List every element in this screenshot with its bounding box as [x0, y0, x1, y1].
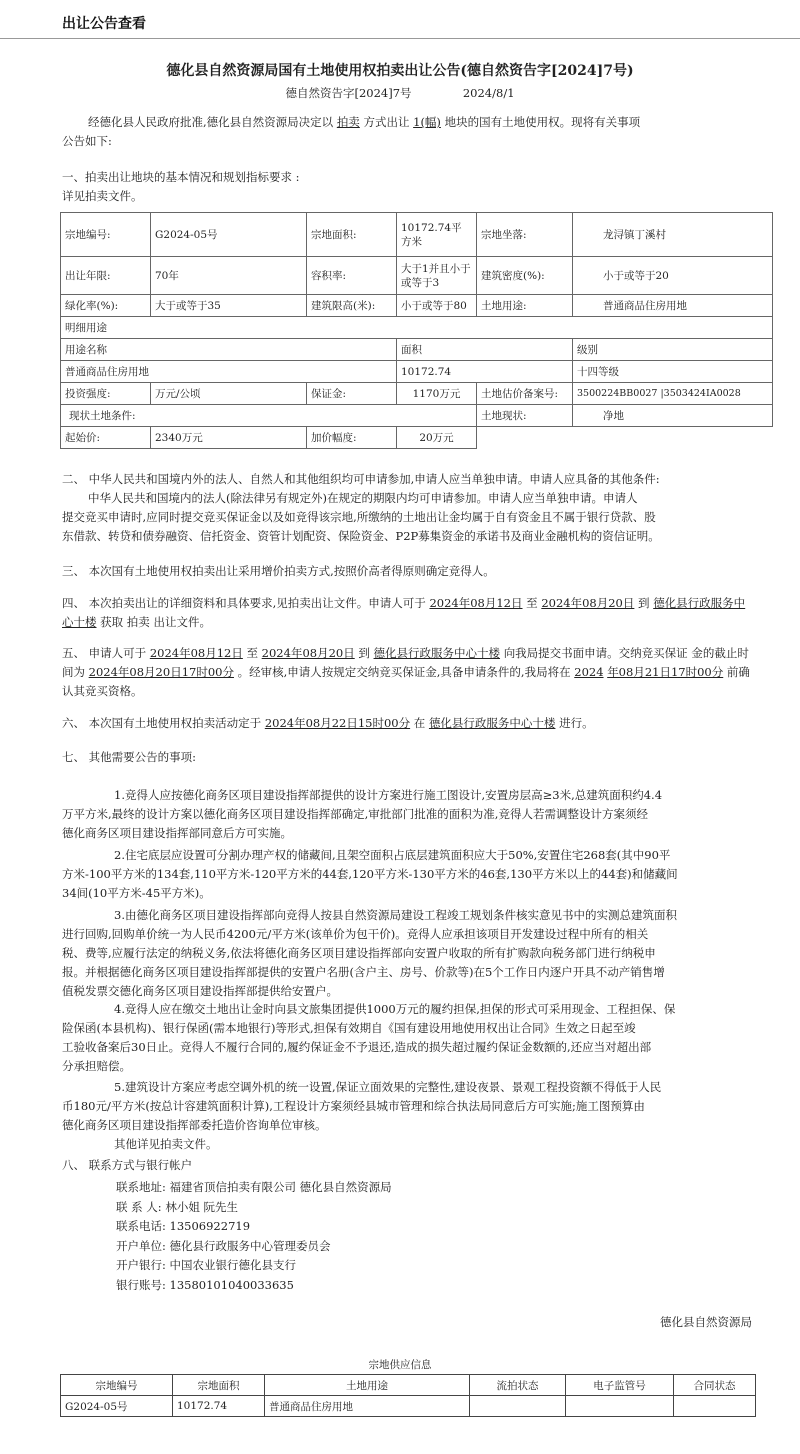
note-line: 币180元/平方米(按总计容建筑面积计算),工程设计方案须经县城市管理和综合执法局同意后方可实施;施工图预算由 — [62, 1099, 645, 1113]
section-5-text: 向我局提交书面申请。交纳竞买保证 — [503, 646, 688, 660]
note-line: 工验收备案后30日止。竞得人不履行合同的,履约保证金不予退还,造成的损失超过履约保证金数额的,还应当对超出部 — [62, 1040, 652, 1054]
column-header: 合同状态 — [674, 1375, 756, 1396]
section-6-text: 在 — [413, 716, 426, 730]
section-4-date-end: 2024年08月20日 — [541, 596, 635, 610]
section-3 — [62, 562, 752, 581]
section-5-text: 五、 申请人可于 — [62, 646, 147, 660]
note-line: 险保函(本县机构)、银行保函(需本地银行)等形式,担保有效期自《国有建设用地使用权出让合同》生效之日起至竣 — [62, 1021, 636, 1035]
section-5-date-start: 2024年08月12日 — [149, 646, 243, 660]
table-cell: 龙浔镇丁溪村 — [573, 213, 773, 257]
section-4-text: 到 — [638, 596, 650, 610]
table-cell: 普通商品住房用地 — [265, 1396, 470, 1417]
table-cell — [470, 1396, 566, 1417]
contact-phone: 联系电话: 13506922719 — [116, 1219, 251, 1233]
table-cell: 用途名称 — [61, 339, 397, 361]
note-line: 德化商务区项目建设指挥部委托造价咨询单位审核。 — [62, 1118, 327, 1132]
table-cell: 小于或等于20 — [573, 257, 773, 295]
table-cell: 土地现状: — [477, 405, 573, 427]
table-cell: G2024-05号 — [151, 213, 307, 257]
contact-person: 联 系 人: 林小姐 阮先生 — [116, 1199, 238, 1214]
column-header: 土地用途 — [265, 1375, 470, 1396]
table-cell — [566, 1396, 674, 1417]
section-2 — [62, 470, 752, 546]
table-cell: 大于或等于35 — [151, 295, 307, 317]
section-5-text: 至 — [246, 646, 259, 660]
table-cell: G2024-05号 — [61, 1396, 173, 1417]
section-4-place: 德化县行政服务中心十楼 — [62, 596, 746, 629]
section-1 — [62, 168, 752, 206]
note-line: 方米-100平方米的134套,110平方米-120平方米的44套,120平方米-130平方米的46套,130平方米以上的44套)和储藏间 — [62, 867, 678, 881]
signer: 德化县自然资源局 — [660, 1315, 752, 1329]
note-line: 德化商务区项目建设指挥部同意后方可实施。 — [62, 826, 292, 840]
intro-paragraph — [62, 113, 752, 151]
table-cell: 级别 — [573, 339, 773, 361]
table-row — [61, 317, 773, 339]
table-cell: 净地 — [573, 405, 773, 427]
account-number: 银行账号: 13580101040033635 — [116, 1277, 294, 1292]
table-cell: 出让年限: — [61, 257, 151, 295]
contact-info — [116, 1178, 392, 1295]
note-line: 5.建筑设计方案应考虑空调外机的统一设置,保证立面效果的完整性,建设夜景、景观工程投资额不得低于人民 — [114, 1080, 662, 1094]
table-cell: 20万元 — [397, 427, 477, 449]
section-2-line: 中华人民共和国境内的法人(除法律另有规定外)在规定的期限内均可申请参加。申请人应当单独申请。申请人 — [88, 491, 638, 505]
table-cell: 建筑密度(%): — [477, 257, 573, 295]
note-1 — [62, 786, 752, 843]
table-cell: 10172.74 — [173, 1396, 265, 1417]
section-4-text: 获取 拍卖 出让文件。 — [100, 615, 211, 629]
table-cell: 明细用途 — [61, 317, 773, 339]
table-row — [61, 405, 773, 427]
table-cell: 1170万元 — [397, 383, 477, 405]
table-row — [61, 383, 773, 405]
table-cell: 10172.74 — [397, 361, 573, 383]
table-cell: 土地用途: — [477, 295, 573, 317]
doc-title: 德化县自然资源局国有土地使用权拍卖出让公告(德自然资告字[2024]7号) — [166, 63, 634, 79]
column-header: 电子监管号 — [566, 1375, 674, 1396]
section-5 — [62, 644, 752, 701]
intro-text-b: 方式出让 — [363, 115, 410, 129]
note-line: 4.竞得人应在缴交土地出让金时向县文旅集团提供1000万元的履约担保,担保的形式可采用现金、工程担保、保 — [114, 1002, 676, 1016]
table-cell — [674, 1396, 756, 1417]
table-row — [61, 339, 773, 361]
note-line: 34间(10平方米-45平方米)。 — [62, 886, 211, 900]
section-1-title: 一、拍卖出让地块的基本情况和规划指标要求 : — [62, 170, 300, 184]
table-row — [61, 257, 773, 295]
table-cell: 宗地编号: — [61, 213, 151, 257]
table-cell: 普通商品住房用地 — [573, 295, 773, 317]
doc-date: 2024/8/1 — [462, 86, 515, 100]
section-8-title: 八、 联系方式与银行帐户 — [62, 1158, 193, 1172]
table-cell: 土地估价备案号: — [477, 383, 573, 405]
table-cell: 万元/公顷 — [151, 383, 307, 405]
table-cell: 2340万元 — [151, 427, 307, 449]
note-3 — [62, 906, 752, 1001]
section-5-deadline: 2024年08月20日17时00分 — [88, 665, 234, 679]
table-row — [61, 427, 773, 449]
section-6 — [62, 714, 752, 733]
table-cell: 面积 — [397, 339, 573, 361]
note-2 — [62, 846, 752, 903]
table-cell: 宗地面积: — [307, 213, 397, 257]
table-row — [61, 295, 773, 317]
section-5-text: 金的截止时间为 — [62, 646, 749, 679]
table-cell: 大于1并且小于或等于3 — [397, 257, 477, 295]
section-4-text: 四、 本次拍卖出让的详细资料和具体要求,见拍卖出让文件。申请人可于 — [62, 596, 426, 610]
table-cell: 加价幅度: — [307, 427, 397, 449]
section-6-place: 德化县行政服务中心十楼 — [428, 716, 556, 730]
table-cell: 投资强度: — [61, 383, 151, 405]
column-header: 宗地编号 — [61, 1375, 173, 1396]
note-line: 万平方米,最终的设计方案以德化商务区项目建设指挥部确定,审批部门批准的面积为准,竞得人若需调整设计方案须经 — [62, 807, 648, 821]
intro-text: 经德化县人民政府批准,德化县自然资源局决定以 — [88, 115, 334, 129]
section-6-text: 进行。 — [559, 716, 594, 730]
section-4 — [62, 594, 752, 632]
section-5-confirm-year: 2024 — [574, 665, 604, 679]
section-2-line: 东借款、转贷和债券融资、信托资金、资管计划配资、保险资金、P2P募集资金的承诺书及商业金融机构的资信证明。 — [62, 529, 660, 543]
account-bank: 开户银行: 中国农业银行德化县支行 — [116, 1258, 297, 1272]
table-row — [61, 361, 773, 383]
section-4-date-start: 2024年08月12日 — [429, 596, 523, 610]
table-cell: 绿化率(%): — [61, 295, 151, 317]
section-5-text: 。经审核,申请人按规定交纳竞买保证金,具备申请条件的,我局将在 — [237, 665, 571, 679]
page-header-title: 出让公告查看 — [62, 16, 146, 32]
supply-table — [60, 1374, 756, 1417]
table-cell: 宗地坐落: — [477, 213, 573, 257]
note-line: 报。并根据德化商务区项目建设指挥部提供的安置户名册(含户主、房号、价款等)在5个工作日内逐户开具不动产销售增 — [62, 965, 665, 979]
table-cell-empty — [477, 427, 773, 449]
note-line: 分承担赔偿。 — [62, 1059, 131, 1073]
note-5 — [62, 1078, 752, 1154]
section-5-text: 前确认其竞买资格。 — [62, 665, 750, 698]
section-6-text: 六、 本次国有土地使用权拍卖活动定于 — [62, 716, 262, 730]
table-row — [61, 213, 773, 257]
table-cell: 保证金: — [307, 383, 397, 405]
table-cell: 小于或等于80 — [397, 295, 477, 317]
table-cell: 70年 — [151, 257, 307, 295]
account-holder: 开户单位: 德化县行政服务中心管理委员会 — [116, 1238, 331, 1253]
table-header-row — [61, 1375, 756, 1396]
doc-number: 德自然资告字[2024]7号 — [285, 86, 412, 100]
table-cell: 十四等级 — [573, 361, 773, 383]
section-3-text: 三、 本次国有土地使用权拍卖出让采用增价拍卖方式,按照价高者得原则确定竞得人。 — [62, 564, 495, 578]
column-header: 流拍状态 — [470, 1375, 566, 1396]
land-info-table — [60, 212, 773, 449]
note-line: 进行回购,回购单价统一为人民币4200元/平方米(该单价为包干价)。竞得人应承担该项目开发建设过程中所有的相关 — [62, 927, 649, 941]
intro-count: 1(幅) — [413, 115, 441, 129]
table-cell: 普通商品住房用地 — [61, 361, 397, 383]
intro-text-d: 公告如下: — [62, 134, 112, 148]
doc-subtitle — [0, 85, 800, 101]
section-8 — [62, 1156, 752, 1175]
table-cell: 起始价: — [61, 427, 151, 449]
section-5-confirm-time: 年08月21日17时00分 — [607, 665, 724, 679]
section-5-text: 到 — [358, 646, 370, 660]
section-2-text: 二、 中华人民共和国境内外的法人、自然人和其他组织均可申请参加,申请人应当单独申请。申请人应具备的其他条件: — [62, 472, 660, 486]
intro-method: 拍卖 — [336, 115, 360, 129]
section-7-title: 七、 其他需要公告的事项: — [62, 750, 197, 764]
note-line: 3.由德化商务区项目建设指挥部向竞得人按县自然资源局建设工程竣工规划条件核实意见书中的实测总建筑面积 — [114, 908, 677, 922]
section-2-line: 提交竞买申请时,应同时提交竞买保证金以及如竞得该宗地,所缴纳的土地出让金均属于自有资金且不属于银行贷款、股 — [62, 510, 656, 524]
note-line: 2.住宅底层应设置可分割办理产权的储藏间,且架空面积占底层建筑面积应大于50%,安置住宅268套(其中90平 — [114, 848, 671, 862]
table-row — [61, 1396, 756, 1417]
section-6-time: 2024年08月22日15时00分 — [264, 716, 411, 730]
table-cell: 现状土地条件: — [61, 405, 477, 427]
table-cell: 建筑限高(米): — [307, 295, 397, 317]
header-bar — [0, 0, 800, 39]
supply-info-title: 宗地供应信息 — [368, 1359, 432, 1371]
table-cell: 容积率: — [307, 257, 397, 295]
note-line: 值税发票交德化商务区项目建设指挥部提供给安置户。 — [62, 984, 338, 998]
table-cell: 10172.74平方米 — [397, 213, 477, 257]
section-5-date-end: 2024年08月20日 — [261, 646, 355, 660]
section-5-place: 德化县行政服务中心十楼 — [373, 646, 501, 660]
other-note: 其他详见拍卖文件。 — [114, 1137, 218, 1151]
section-1-note: 详见拍卖文件。 — [62, 189, 143, 203]
note-line: 1.竞得人应按德化商务区项目建设指挥部提供的设计方案进行施工图设计,安置房层高≥3米,总建筑面积约4.4 — [114, 788, 663, 802]
table-cell: 3500224BB0027 |3503424IA0028 — [573, 383, 773, 405]
intro-text-c: 地块的国有土地使用权。现将有关事项 — [444, 115, 641, 129]
note-line: 税、费等,应履行法定的纳税义务,依法将德化商务区项目建设指挥部向安置户收取的所有扩购款向税务部门进行纳税申 — [62, 946, 656, 960]
section-4-text: 至 — [526, 596, 538, 610]
contact-address: 联系地址: 福建省顶信拍卖有限公司 德化县自然资源局 — [116, 1180, 392, 1194]
note-4 — [62, 1000, 752, 1076]
column-header: 宗地面积 — [173, 1375, 265, 1396]
section-7 — [62, 748, 752, 767]
